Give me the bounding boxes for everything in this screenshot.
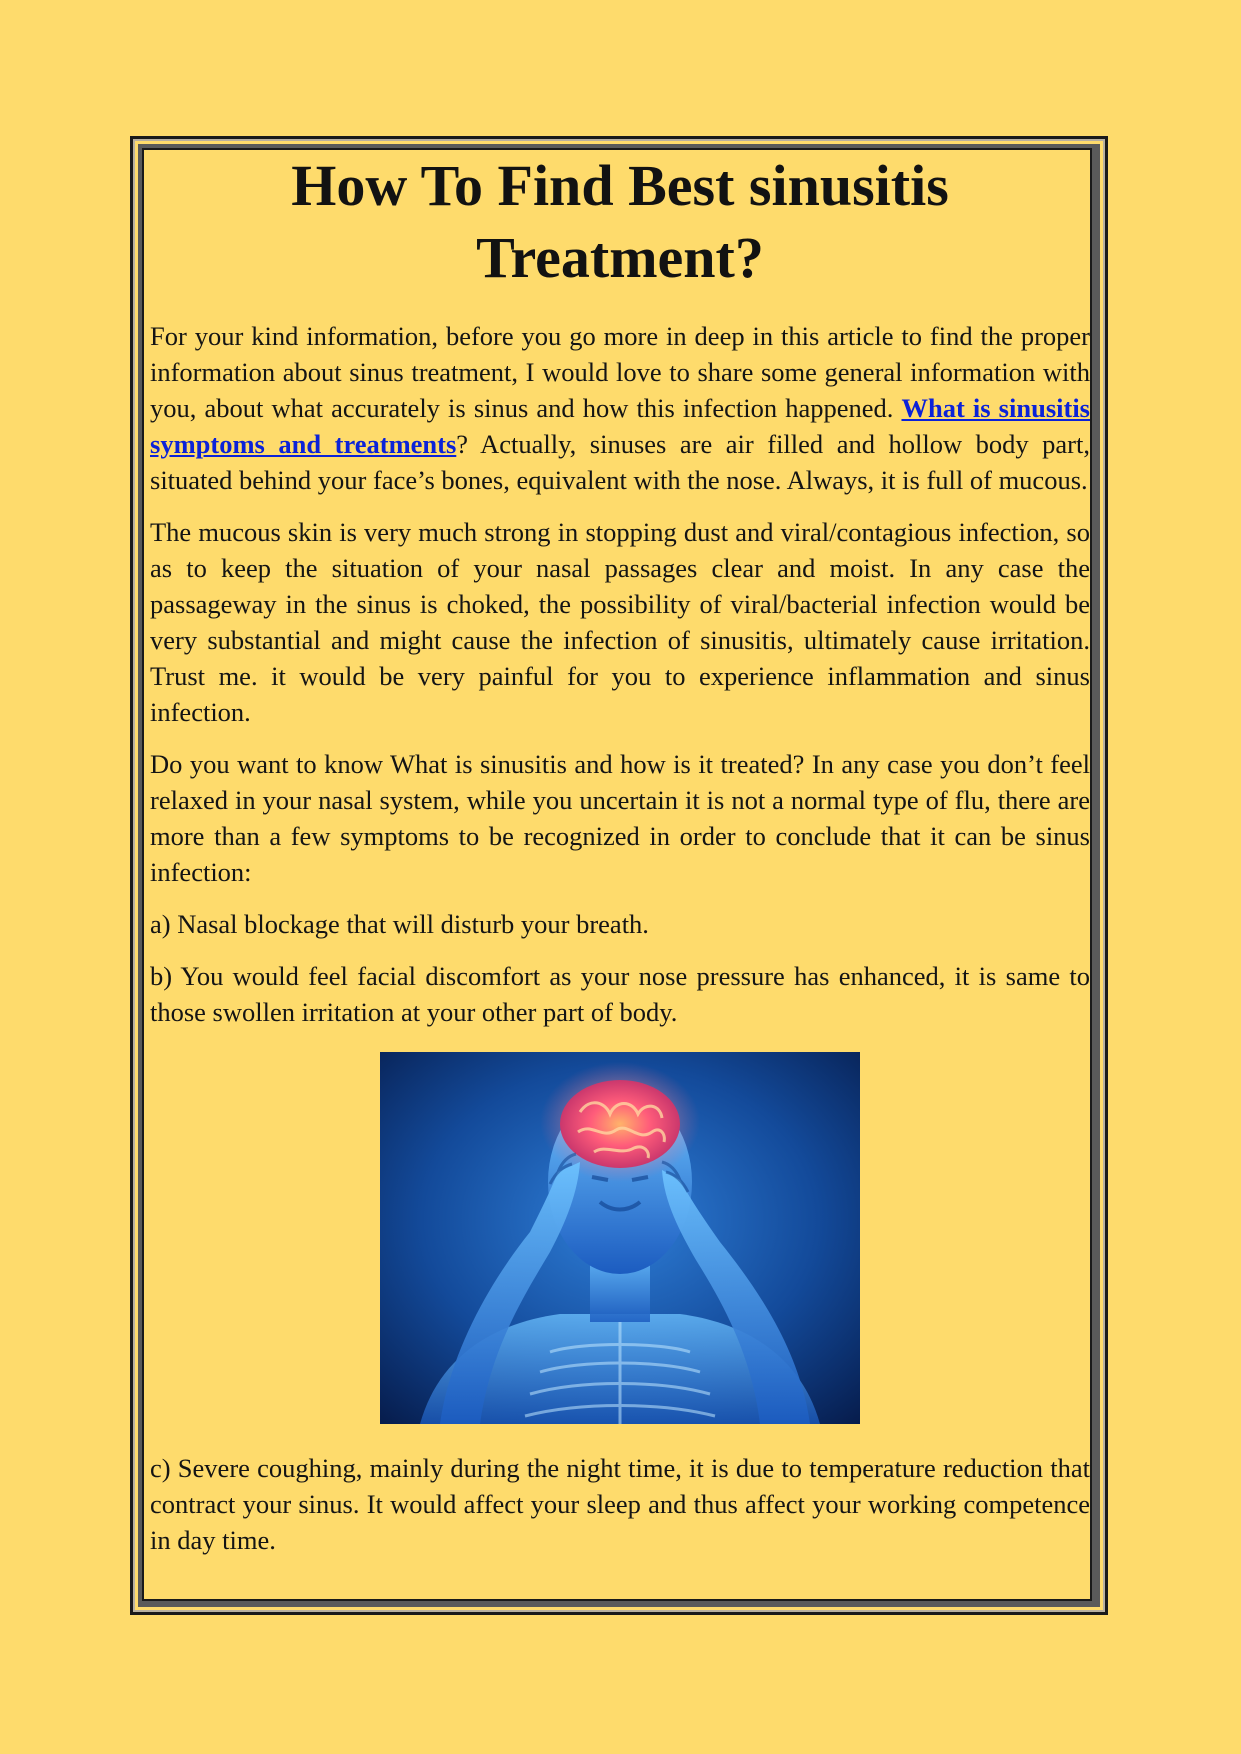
- symptom-item-b: b) You would feel facial discomfort as your nose pressure has enhanced, it is same to those swollen irritation at your other part of body.: [150, 961, 1090, 1027]
- headache-illustration: [380, 1052, 860, 1424]
- paragraph-intro: [150, 318, 1090, 498]
- article: [150, 150, 1090, 1574]
- article-title: How To Find Best sinusitis Treatment?: [291, 153, 949, 290]
- symptom-item-c: c) Severe coughing, mainly during the night time, it is due to temperature reduction that contract your sinus. It would affect your sleep and thus affect your working competence in day time.: [150, 1453, 1090, 1555]
- sinusitis-symptoms-link[interactable]: What is sinusitis symptoms and treatments: [150, 393, 1090, 459]
- intro-text-start: For your kind information, before you go more in deep in this article to find the proper information about sinus treatment, I would love to share some general information with you, about what accurately is sinus and how this infection happened.: [150, 321, 1090, 423]
- paragraph-mucous: The mucous skin is very much strong in stopping dust and viral/contagious infection, so as to keep the situation of your nasal passages clear and moist. In any case the passageway in the sinus is choked, the possibility of viral/bacterial infection would be very substantial and might cause the infection of sinusitis, ultimately cause irritation. Trust me. it would be very painful for you to experience inflammation and sinus infection.: [150, 517, 1090, 727]
- symptom-item-a: a) Nasal blockage that will disturb your breath.: [150, 909, 649, 939]
- paragraph-symptoms-intro: Do you want to know What is sinusitis and how is it treated? In any case you don’t feel relaxed in your nasal system, while you uncertain it is not a normal type of flu, there are more than a few symptoms to be recognized in order to conclude that it can be sinus infection:: [150, 749, 1090, 887]
- intro-text-end: ? Actually, sinuses are air filled and hollow body part, situated behind your face’s bones, equivalent with the nose. Always, it is full of mucous.: [150, 429, 1090, 495]
